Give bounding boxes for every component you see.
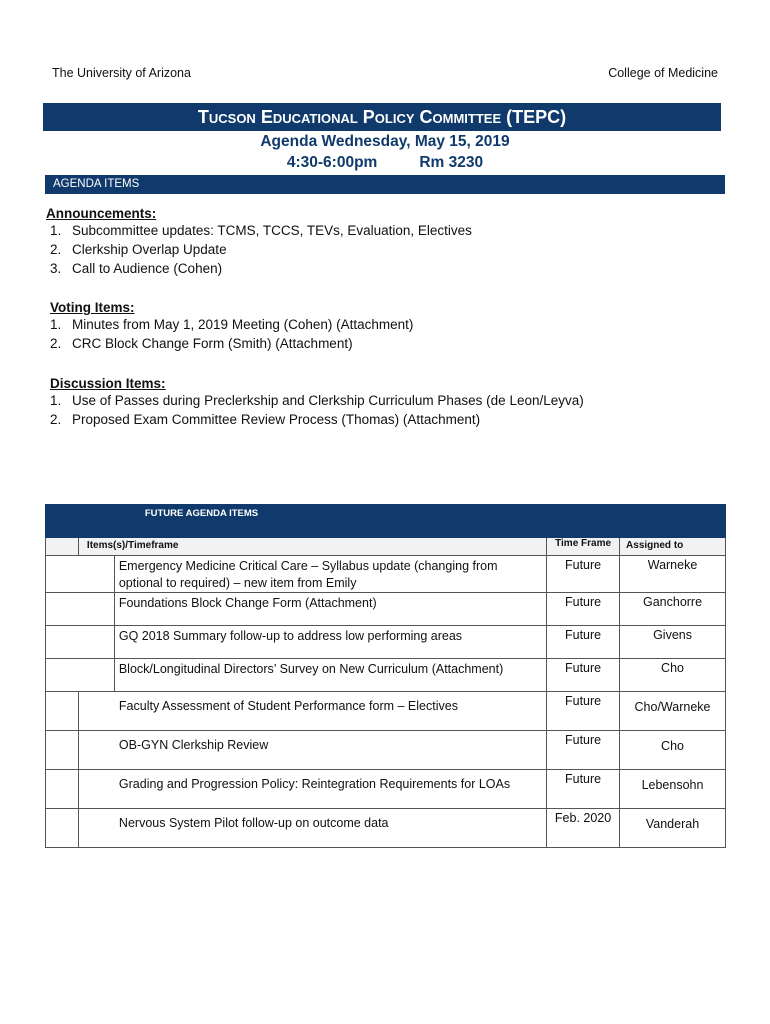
list-item: 2. Clerkship Overlap Update <box>50 242 227 257</box>
discussion-section <box>50 376 584 429</box>
discussion-heading: Discussion Items: <box>50 376 166 391</box>
table-row <box>46 731 726 770</box>
list-item: 1. Minutes from May 1, 2019 Meeting (Cohen) (Attachment) <box>50 317 414 332</box>
list-item: 2. Proposed Exam Committee Review Process (Thomas) (Attachment) <box>50 412 481 427</box>
row-assigned-to: Givens <box>620 626 726 659</box>
row-item: Faculty Assessment of Student Performance form – Electives <box>78 692 546 731</box>
table-row <box>46 692 726 731</box>
table-row <box>46 770 726 809</box>
row-item: Nervous System Pilot follow-up on outcome data <box>78 809 546 848</box>
table-row <box>46 659 726 692</box>
announcements-section <box>46 206 472 278</box>
row-assigned-to: Cho <box>620 659 726 692</box>
list-item: 2. CRC Block Change Form (Smith) (Attachment) <box>50 336 353 351</box>
row-item: GQ 2018 Summary follow-up to address low performing areas <box>114 626 546 659</box>
row-assigned-to: Lebensohn <box>620 770 726 809</box>
table-row <box>46 556 726 593</box>
row-assigned-to: Vanderah <box>620 809 726 848</box>
row-assigned-to: Ganchorre <box>620 593 726 626</box>
agenda-items-bar: AGENDA ITEMS <box>45 175 725 194</box>
table-row <box>46 809 726 848</box>
row-time-frame: Future <box>547 593 620 626</box>
university-name: The University of Arizona <box>52 66 191 80</box>
col-header-assigned: Assigned to <box>620 538 726 556</box>
row-time-frame: Future <box>547 556 620 593</box>
row-time-frame: Future <box>547 692 620 731</box>
row-time-frame: Future <box>547 626 620 659</box>
list-item: 1. Subcommittee updates: TCMS, TCCS, TEVs, Evaluation, Electives <box>50 223 472 238</box>
table-row <box>46 626 726 659</box>
col-header-items: Items(s)/Timeframe <box>78 538 546 556</box>
row-time-frame: Future <box>547 731 620 770</box>
col-header-time-frame: Time Frame <box>547 538 620 556</box>
voting-section <box>50 300 413 353</box>
table-row <box>46 593 726 626</box>
announcements-heading: Announcements: <box>46 206 157 221</box>
meeting-room: Rm 3230 <box>419 154 484 171</box>
row-time-frame: Feb. 2020 <box>547 809 620 848</box>
meeting-time: 4:30-6:00pm <box>286 154 378 171</box>
row-item: Emergency Medicine Critical Care – Syllabus update (changing from optional to required) – new item from Emily <box>114 556 546 593</box>
row-assigned-to: Cho <box>620 731 726 770</box>
row-item: Foundations Block Change Form (Attachment) <box>114 593 546 626</box>
future-agenda-table <box>45 504 726 848</box>
row-time-frame: Future <box>547 770 620 809</box>
row-item: Block/Longitudinal Directors’ Survey on New Curriculum (Attachment) <box>114 659 546 692</box>
row-item: Grading and Progression Policy: Reintegration Requirements for LOAs <box>78 770 546 809</box>
agenda-date: Agenda Wednesday, May 15, 2019 <box>260 133 510 150</box>
meeting-time-room <box>0 154 770 172</box>
future-agenda-title: FUTURE AGENDA ITEMS <box>114 505 725 538</box>
list-item: 3. Call to Audience (Cohen) <box>50 261 223 276</box>
committee-title: Tucson Educational Policy Committee (TEPC) <box>43 103 721 131</box>
row-item: OB-GYN Clerkship Review <box>78 731 546 770</box>
row-assigned-to: Warneke <box>620 556 726 593</box>
college-name: College of Medicine <box>608 66 718 80</box>
row-assigned-to: Cho/Warneke <box>620 692 726 731</box>
row-time-frame: Future <box>547 659 620 692</box>
voting-heading: Voting Items: <box>50 300 135 315</box>
list-item: 1. Use of Passes during Preclerkship and Clerkship Curriculum Phases (de Leon/Leyva) <box>50 393 584 408</box>
